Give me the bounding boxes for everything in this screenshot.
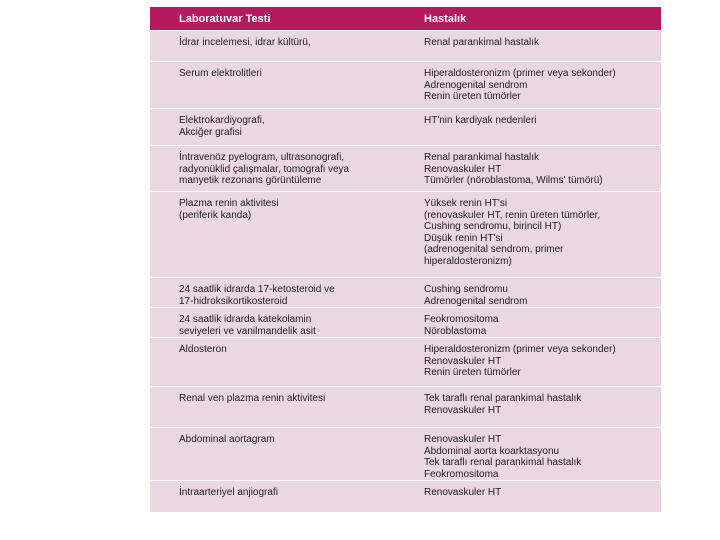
lab-test-line: İdrar incelemesi, idrar kültürü,: [179, 37, 311, 48]
table-row: [150, 308, 661, 338]
table-row: [150, 109, 661, 146]
lab-test-line: İntravenöz pyelogram, ultrasonografi,: [179, 152, 345, 163]
lab-test-line: Akciğer grafisi: [179, 126, 242, 138]
disease-line: Yüksek renin HT'si: [424, 198, 508, 209]
disease-cell: [396, 278, 661, 308]
lab-test-cell: [150, 109, 396, 146]
lab-test-cell: [150, 146, 396, 192]
disease-cell: [396, 31, 661, 62]
table-row: [150, 146, 661, 192]
disease-line: Renovaskuler HT: [424, 404, 502, 416]
disease-cell: [396, 428, 661, 481]
lab-test-line: Elektrokardiyografi,: [179, 115, 265, 126]
disease-cell: [396, 387, 661, 428]
disease-line: Renovaskuler HT: [424, 355, 502, 367]
disease-line: Renovaskuler HT: [424, 487, 502, 498]
disease-line: Renin üreten tümörler: [424, 367, 521, 378]
disease-line: Tümörler (nöroblastoma, Wilms' tümörü): [424, 175, 603, 186]
disease-line: Tek taraflı renal parankimal hastalık: [424, 457, 582, 468]
disease-line: Abdominal aorta koarktasyonu: [424, 445, 560, 457]
disease-line: Renin üreten tümörler: [424, 91, 521, 102]
lab-test-line: Serum elektrolitleri: [179, 68, 262, 79]
disease-line: Adrenogenital sendrom: [424, 295, 528, 307]
table-row: [150, 338, 661, 387]
disease-line: Hiperaldosteronizm (primer veya sekonder): [424, 344, 616, 355]
lab-test-line: manyetik rezonans görüntüleme: [179, 175, 322, 186]
lab-test-line: Abdominal aortagram: [179, 434, 275, 445]
lab-test-line: Aldosteron: [179, 344, 227, 355]
disease-line: Tek taraflı renal parankimal hastalık: [424, 393, 582, 404]
disease-line: Adrenogenital sendrom: [424, 79, 528, 91]
disease-line: Nöroblastoma: [424, 325, 487, 337]
table-row: [150, 192, 661, 278]
lab-test-line: seviyeleri ve vanilmandelik asit: [179, 325, 316, 337]
table-row: [150, 62, 661, 109]
disease-cell: [396, 146, 661, 192]
lab-test-cell: [150, 428, 396, 481]
table-row: [150, 428, 661, 481]
disease-line: Düşük renin HT'si: [424, 232, 503, 244]
disease-line: Renovaskuler HT: [424, 163, 502, 175]
lab-test-cell: [150, 31, 396, 62]
disease-line: (renovaskuler HT, renin üreten tümörler,: [424, 209, 601, 221]
table-header-row: [150, 7, 661, 31]
disease-line: Hiperaldosteronizm (primer veya sekonder): [424, 68, 616, 79]
lab-test-line: Renal ven plazma renin aktivitesi: [179, 393, 326, 404]
disease-cell: [396, 62, 661, 109]
table-row: [150, 481, 661, 512]
disease-line: Renal parankimal hastalık: [424, 37, 540, 48]
lab-test-cell: [150, 62, 396, 109]
disease-cell: [396, 481, 661, 512]
lab-test-cell: [150, 387, 396, 428]
lab-test-cell: [150, 338, 396, 387]
lab-test-cell: [150, 308, 396, 338]
disease-line: Cushing sendromu: [424, 284, 508, 295]
lab-test-line: (periferik kanda): [179, 209, 252, 221]
lab-test-line: 17-hidroksikortikosteroid: [179, 295, 288, 307]
disease-line: Cushing sendromu, birincil HT): [424, 221, 562, 232]
lab-test-cell: [150, 278, 396, 308]
lab-test-line: İntraarteriyel anjiografi: [179, 487, 278, 498]
header-lab-test: Laboratuvar Testi: [150, 7, 396, 31]
disease-line: Renovaskuler HT: [424, 434, 502, 445]
disease-line: HT'nin kardiyak nedenleri: [424, 115, 537, 126]
table-row: [150, 31, 661, 62]
lab-test-line: 24 saatlik idrarda katekolamin: [179, 314, 312, 325]
lab-test-table: [150, 7, 661, 512]
disease-line: Renal parankimal hastalık: [424, 152, 540, 163]
table-row: [150, 387, 661, 428]
table-row: [150, 278, 661, 308]
disease-line: hiperaldosteronizm): [424, 255, 512, 267]
disease-cell: [396, 308, 661, 338]
header-disease: Hastalık: [396, 7, 661, 31]
disease-cell: [396, 192, 661, 278]
lab-test-cell: [150, 481, 396, 512]
disease-cell: [396, 109, 661, 146]
lab-test-line: 24 saatlik idrarda 17-ketosteroid ve: [179, 284, 335, 295]
disease-line: (adrenogenital sendrom, primer: [424, 244, 564, 255]
lab-test-line: Plazma renin aktivitesi: [179, 198, 279, 209]
lab-test-line: radyonüklid çalışmalar, tomografi veya: [179, 163, 350, 175]
disease-line: Feokromositoma: [424, 468, 499, 480]
disease-cell: [396, 338, 661, 387]
lab-test-cell: [150, 192, 396, 278]
disease-line: Feokromositoma: [424, 314, 499, 325]
